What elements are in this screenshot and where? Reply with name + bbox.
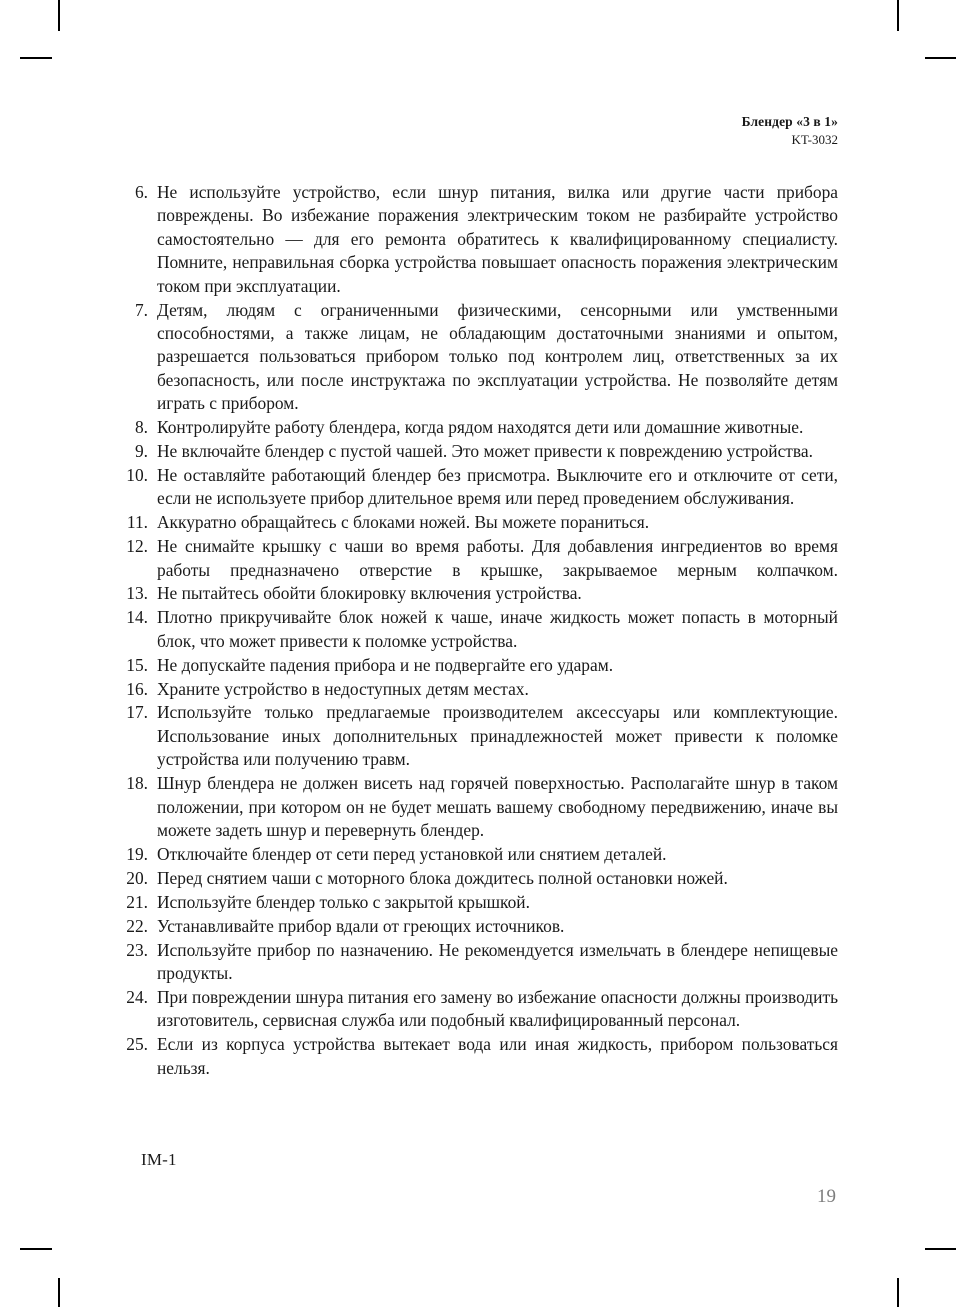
crop-mark-bottom-right-horizontal — [925, 1248, 956, 1250]
list-item — [118, 654, 838, 677]
list-item — [118, 891, 838, 914]
list-item-number: 9. — [134, 440, 148, 461]
crop-mark-top-right-horizontal — [925, 57, 956, 59]
page-number: 19 — [817, 1186, 836, 1207]
list-item — [118, 867, 838, 890]
crop-mark-bottom-right-vertical — [897, 1278, 899, 1307]
list-item — [118, 915, 838, 938]
crop-mark-top-left-horizontal — [20, 57, 52, 59]
list-item-number: 22. — [126, 915, 148, 936]
list-item — [118, 701, 838, 771]
list-item — [118, 181, 838, 298]
list-item-number: 13. — [126, 583, 148, 604]
list-item-text: Устанавливайте прибор вдали от греющих источников. — [157, 915, 565, 936]
list-item-number: 20. — [126, 867, 148, 888]
list-item-number: 16. — [126, 678, 148, 699]
list-item — [118, 535, 838, 582]
list-item-number: 8. — [134, 417, 148, 438]
list-item-text: Храните устройство в недоступных детям местах. — [157, 678, 529, 699]
list-item — [118, 582, 838, 605]
list-item-text: Используйте только предлагаемые производителем аксессуары или комплектующие. Использование иных дополнительных принадлежностей может привести к поломке устройства или получению травм. — [157, 702, 838, 770]
crop-mark-bottom-left-vertical — [58, 1278, 60, 1307]
list-item-number: 15. — [126, 654, 148, 675]
list-item-number: 25. — [126, 1034, 148, 1055]
list-item-text: Не допускайте падения прибора и не подвергайте его ударам. — [157, 654, 614, 675]
list-item-text: Контролируйте работу блендера, когда рядом находятся дети или домашние животные. — [157, 417, 804, 438]
list-item — [118, 440, 838, 463]
list-item-text: Используйте прибор по назначению. Не рекомендуется измельчать в блендере непищевые продукты. — [157, 939, 838, 983]
crop-mark-bottom-left-horizontal — [20, 1248, 52, 1250]
product-model: KT-3032 — [791, 131, 838, 147]
list-item-number: 18. — [126, 773, 148, 794]
list-item-number: 19. — [126, 843, 148, 864]
list-item — [118, 464, 838, 511]
list-item-text: При повреждении шнура питания его замену во избежание опасности должны производить изготовитель, сервисная служба или подобный квалифицированный персонал. — [157, 986, 838, 1031]
list-item-number: 7. — [134, 299, 148, 320]
list-item-text: Отключайте блендер от сети перед установкой или снятием деталей. — [157, 843, 667, 864]
list-item — [118, 606, 838, 653]
list-item-text: Аккуратно обращайтесь с блоками ножей. Вы можете пораниться. — [157, 512, 650, 533]
list-item — [118, 678, 838, 701]
safety-instructions-list — [118, 181, 838, 1080]
list-item-number: 24. — [126, 986, 148, 1007]
list-item-number: 17. — [126, 702, 148, 723]
list-item-text: Не используйте устройство, если шнур питания, вилка или другие части прибора повреждены. Во избежание поражения электрическим током не разбирайте устройство самостоятельно — для его ремонта обратитесь к квалифицированному специалисту. Помните, неправильная сборка устройства повышает опасность поражения электрическим током при эксплуатации. — [157, 182, 838, 296]
product-title: Блендер «3 в 1» — [741, 114, 838, 129]
list-item — [118, 986, 838, 1033]
list-item — [118, 939, 838, 986]
list-item — [118, 299, 838, 416]
crop-mark-top-right-vertical — [897, 0, 899, 31]
list-item — [118, 511, 838, 534]
list-item — [118, 1033, 838, 1080]
list-item-text: Если из корпуса устройства вытекает вода или иная жидкость, прибором пользоваться нельзя. — [157, 1034, 838, 1078]
list-item-text: Не снимайте крышку с чаши во время работы. Для добавления ингредиентов во время работы предназначено отверстие в крышке, закрываемое мерным колпачком. — [157, 536, 838, 580]
list-item-text: Шнур блендера не должен висеть над горячей поверхностью. Располагайте шнур в таком положении, при котором он не будет мешать вашему свободному передвижению, иначе вы можете задеть шнур и перевернуть блендер. — [157, 773, 838, 840]
list-item-number: 11. — [126, 512, 148, 533]
list-item-number: 6. — [134, 182, 148, 202]
page-content — [118, 181, 838, 1080]
crop-mark-top-left-vertical — [58, 0, 60, 31]
list-item-text: Не пытайтесь обойти блокировку включения устройства. — [157, 583, 582, 604]
list-item-number: 10. — [126, 464, 148, 485]
list-item-text: Перед снятием чаши с моторного блока дождитесь полной остановки ножей. — [157, 867, 728, 888]
list-item-text: Не оставляйте работающий блендер без присмотра. Выключите его и отключите от сети, если не используете прибор длительное время или перед проведением обслуживания. — [157, 464, 838, 509]
list-item-text: Детям, людям с ограниченными физическими, сенсорными или умственными способностями, а также лицам, не обладающим достаточными знаниями и опытом, разрешается пользоваться прибором только под контролем лиц, ответственных за их безопасность, или после инструктажа по эксплуатации устройства. Не позволяйте детям играть с прибором. — [157, 299, 838, 414]
list-item-text: Используйте блендер только с закрытой крышкой. — [157, 891, 530, 912]
list-item-text: Не включайте блендер с пустой чашей. Это может привести к повреждению устройства. — [157, 440, 813, 461]
im-code: IM-1 — [141, 1150, 177, 1169]
list-item-number: 21. — [126, 891, 148, 912]
list-item-number: 14. — [126, 607, 148, 628]
list-item-number: 23. — [126, 939, 148, 960]
list-item-number: 12. — [126, 536, 148, 557]
running-head — [418, 114, 838, 148]
list-item — [118, 772, 838, 842]
list-item — [118, 416, 838, 439]
list-item-text: Плотно прикручивайте блок ножей к чаше, иначе жидкость может попасть в моторный блок, что может привести к поломке устройства. — [157, 607, 838, 651]
list-item — [118, 843, 838, 866]
